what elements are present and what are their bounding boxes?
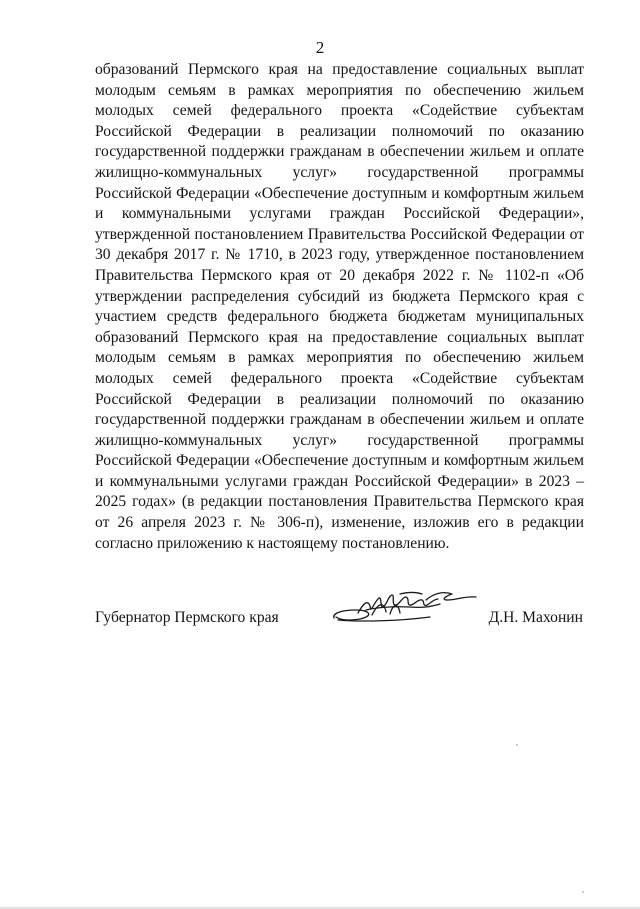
handwritten-signature-icon bbox=[330, 588, 480, 636]
signatory-position: Губернатор Пермского края bbox=[95, 609, 279, 626]
scan-speck bbox=[516, 744, 518, 746]
scan-speck bbox=[582, 891, 584, 893]
signatory-name: Д.Н. Махонин bbox=[488, 609, 583, 626]
body-paragraph: образований Пермского края на предоставление социальных выплат молодым семьям в рамках мероприятия по обеспечению жильем молодых семей федерального проекта «Содействие субъектам Российской Федерации в реализации полномочий по оказанию государственной поддержки гражданам в обеспечении жильем и оплате жилищно-коммунальных услуг» государственной программы Российской Федерации «Обеспечение доступным и комфортным жильем и коммунальными услугами граждан Российской Федерации», утвержденной постановлением Правительства Российской Федерации от 30 декабря 2017 г. № 1710, в 2023 году, утвержденное постановлением Правительства Пермского края от 20 декабря 2022 г. № 1102-п «Об утверждении распределения субсидий из бюджета Пермского края с участием средств федерального бюджета бюджетам муниципальных образований Пермского края на предоставление социальных выплат молодым семьям в рамках мероприятия по обеспечению жильем молодых семей федерального проекта «Содействие субъектам Российской Федерации в реализации полномочий по оказанию государственной поддержки гражданам в обеспечении жильем и оплате жилищно-коммунальных услуг» государственной программы Российской Федерации «Обеспечение доступным и комфортным жильем и коммунальными услугами граждан Российской Федерации» в 2023 – 2025 годах» (в редакции постановления Правительства Пермского края от 26 апреля 2023 г. № 306-п), изменение, изложив его в редакции согласно приложению к настоящему постановлению. bbox=[95, 61, 584, 552]
page-number: 2 bbox=[315, 38, 325, 57]
